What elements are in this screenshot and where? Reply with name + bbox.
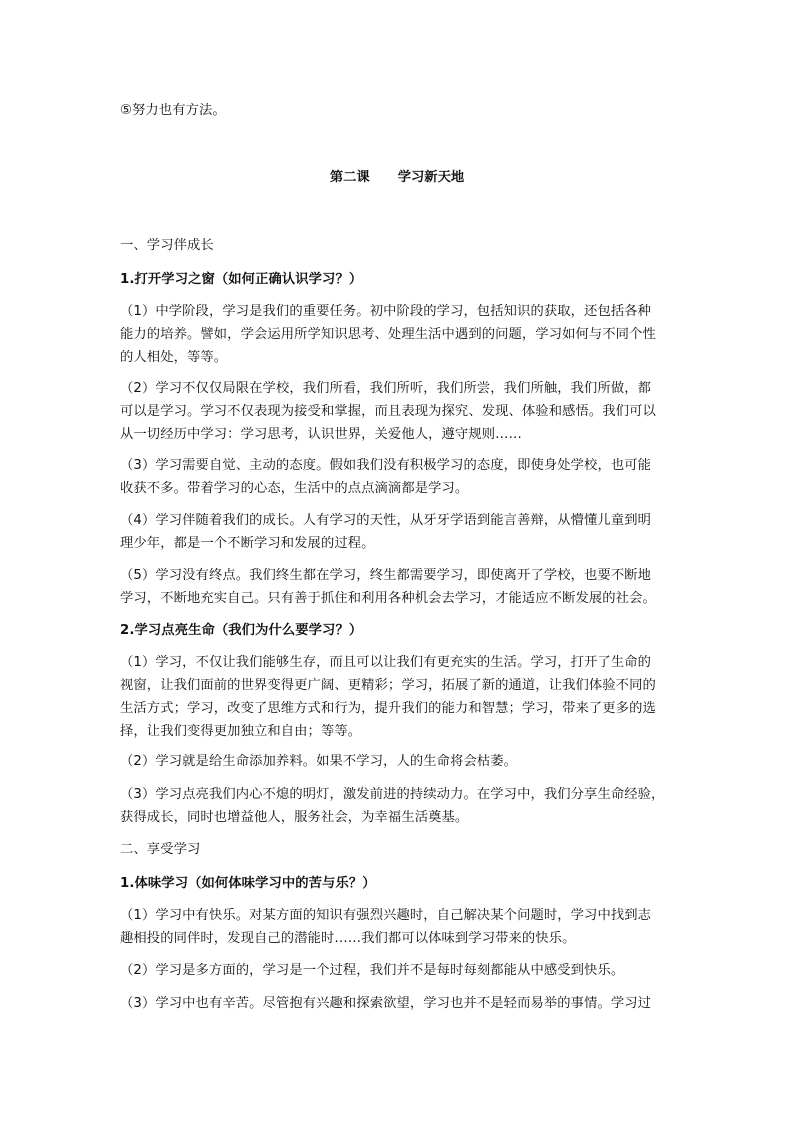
- lesson-name: 学习新天地: [397, 170, 465, 185]
- paragraph-line: （3）学习点亮我们内心不熄的明灯，激发前进的持续动力。在学习中，我们分享生命经验，: [120, 787, 665, 802]
- subsection-heading: 2.学习点亮生命（我们为什么要学习？）: [120, 623, 363, 638]
- paragraph-line: 视窗，让我们面前的世界变得更广阔、更精彩；学习，拓展了新的通道，让我们体验不同的: [120, 678, 656, 693]
- paragraph: [120, 300, 680, 369]
- paragraph-line: 生活方式；学习，改变了思维方式和行为，提升我们的能力和智慧；学习，带来了更多的选: [120, 701, 656, 716]
- paragraph: [120, 750, 680, 773]
- paragraph-line: （3）学习中也有辛苦。尽管抱有兴趣和探索欲望，学习也并不是轻而易举的事情。学习过: [120, 996, 652, 1011]
- paragraph-line: （2）学习是多方面的，学习是一个过程，我们并不是每时每刻都能从中感受到快乐。: [120, 963, 625, 978]
- section-heading: 一、学习伴成长: [120, 238, 214, 253]
- top-list-item: ⑤努力也有方法。: [120, 103, 226, 118]
- paragraph: [120, 564, 680, 610]
- paragraph-line: （5）学习没有终点。我们终生都在学习，终生都需要学习，即使离开了学校，也要不断地: [120, 568, 652, 583]
- paragraph-line: （4）学习伴随着我们的成长。人有学习的天性，从牙牙学语到能言善辩，从懵懂儿童到明: [120, 513, 652, 528]
- paragraph-line: 的人相处，等等。: [120, 350, 228, 365]
- lesson-title: [0, 166, 794, 189]
- paragraph: [120, 959, 680, 982]
- paragraph-line: 获得成长，同时也增益他人，服务社会，为幸福生活奠基。: [120, 810, 469, 825]
- paragraph: [120, 377, 680, 446]
- subsection-heading: 1.打开学习之窗（如何正确认识学习？）: [120, 272, 363, 287]
- paragraph-line: （1）学习，不仅让我们能够生存，而且可以让我们有更充实的生活。学习，打开了生命的: [120, 655, 652, 670]
- paragraph-line: 能力的培养。譬如，学会运用所学知识思考、处理生活中遇到的问题，学习如何与不同个性: [120, 327, 656, 342]
- paragraph-line: 从一切经历中学习：学习思考，认识世界，关爱他人，遵守规则……: [120, 427, 522, 442]
- paragraph-line: 择，让我们变得更加独立和自由；等等。: [120, 724, 362, 739]
- subsection-heading: 1.体味学习（如何体味学习中的苦与乐？）: [120, 876, 376, 891]
- paragraph-line: （2）学习不仅仅局限在学校，我们所看，我们所听，我们所尝，我们所触，我们所做，都: [120, 381, 652, 396]
- paragraph-line: 趣相投的同伴时，发现自己的潜能时……我们都可以体味到学习带来的快乐。: [120, 931, 576, 946]
- paragraph: [120, 992, 680, 1015]
- paragraph: [120, 904, 680, 950]
- paragraph: [120, 783, 680, 829]
- section-heading: 二、享受学习: [120, 842, 201, 857]
- paragraph: [120, 651, 680, 743]
- paragraph: [120, 454, 680, 500]
- paragraph: [120, 509, 680, 555]
- paragraph-line: 学习，不断地充实自己。只有善于抓住和利用各种机会去学习，才能适应不断发展的社会。: [120, 591, 656, 606]
- paragraph-line: （1）学习中有快乐。对某方面的知识有强烈兴趣时，自己解决某个问题时，学习中找到志: [120, 908, 652, 923]
- paragraph-line: 理少年，都是一个不断学习和发展的过程。: [120, 536, 375, 551]
- paragraph-line: 可以是学习。学习不仅表现为接受和掌握，而且表现为探究、发现、体验和感悟。我们可以: [120, 404, 656, 419]
- paragraph-line: （1）中学阶段，学习是我们的重要任务。初中阶段的学习，包括知识的获取，还包括各种: [120, 304, 652, 319]
- lesson-number: 第二课: [329, 170, 370, 185]
- paragraph-line: （2）学习就是给生命添加养料。如果不学习，人的生命将会枯萎。: [120, 754, 518, 769]
- paragraph-line: （3）学习需要自觉、主动的态度。假如我们没有积极学习的态度，即使身处学校，也可能: [120, 458, 652, 473]
- paragraph-line: 收获不多。带着学习的心态，生活中的点点滴滴都是学习。: [120, 481, 469, 496]
